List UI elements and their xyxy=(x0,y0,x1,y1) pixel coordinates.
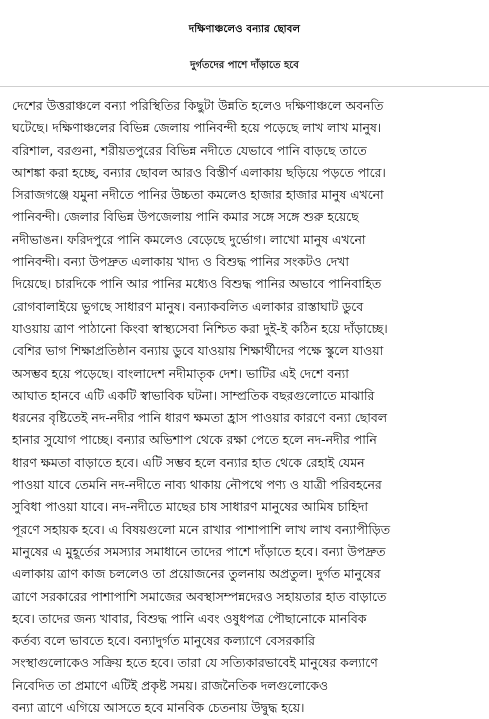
body-line: নদীভাঙন। ফরিদপুরে পানি কমলেও বেড়েছে দুর্ভোগ। লাখো মানুষ এখনো xyxy=(12,231,366,247)
body-line: নিবেদিত তা প্রমাণে এটিই প্রকৃষ্ট সময়। রাজনৈতিক দলগুলোকেও xyxy=(12,677,329,693)
subheadline: দুর্গতদের পাশে দাঁড়াতে হবে xyxy=(190,60,299,71)
body-line: ঘটেছে। দক্ষিণাঞ্চলের বিভিন্ন জেলায় পানিবন্দী হয়ে পড়েছে লাখ লাখ মানুষ। xyxy=(12,120,382,136)
body-line: মানুষের এ মুহূর্তের সমস্যার সমাধানে তাদের পাশে দাঁড়াতে হবে। বন্যা উপদ্রুত xyxy=(12,543,386,559)
divider xyxy=(0,86,489,87)
body-line: বেশির ভাগ শিক্ষাপ্রতিষ্ঠান বন্যায় ডুবে যাওয়ায় শিক্ষার্থীদের পক্ষে স্কুলে যাওয়া xyxy=(12,343,384,359)
body-line: হানার সুযোগ পাচ্ছে। বন্যার অভিশাপ থেকে রক্ষা পেতে হলে নদ-নদীর পানি xyxy=(12,432,377,448)
body-line: পূরণে সহায়ক হবে। এ বিষয়গুলো মনে রাখার পাশাপাশি লাখ লাখ বন্যাপীড়িত xyxy=(12,521,391,537)
body-line: বরিশাল, বরগুনা, শরীয়তপুরের বিভিন্ন নদীতে যেভাবে পানি বাড়ছে তাতে xyxy=(12,142,367,158)
article-body xyxy=(0,95,489,719)
headline: দক্ষিণাঞ্চলেও বন্যার ছোবল xyxy=(188,24,301,35)
body-line: যাওয়ায় ত্রাণ পাঠানো কিংবা স্বাস্থ্যসেবা নিশ্চিত করা দুই-ই কঠিন হয়ে দাঁড়াচ্ছে। xyxy=(12,320,388,336)
body-line: রোগবালাইয়ে ভুগছে সাধারণ মানুষ। বন্যাকবলিত এলাকার রাস্তাঘাট ডুবে xyxy=(12,298,364,314)
body-line: সুবিধা পাওয়া যাবে। নদ-নদীতে মাছের চাষ সাধারণ মানুষের আমিষ চাহিদা xyxy=(12,499,368,515)
body-line: দিয়েছে। চারদিকে পানি আর পানির মধ্যেও বিশুদ্ধ পানির অভাবে পানিবাহিত xyxy=(12,276,382,292)
body-line: ধারণ ক্ষমতা বাড়াতে হবে। এটি সম্ভব হলে বন্যার হাত থেকে রেহাই যেমন xyxy=(12,454,365,470)
body-line: কর্তব্য বলে ভাবতে হবে। বন্যাদুর্গত মানুষের কল্যাণে বেসরকারি xyxy=(12,633,315,649)
body-line: ত্রাণে সরকারের পাশাপাশি সমাজের অবস্থাসম্পন্নদেরও সহায়তার হাত বাড়াতে xyxy=(12,588,387,604)
body-line: এলাকায় ত্রাণ কাজ চললেও তা প্রয়োজনের তুলনায় অপ্রতুল। দুর্গত মানুষের xyxy=(12,566,381,582)
body-line: সংস্থাগুলোকেও সক্রিয় হতে হবে। তারা যে সত্যিকারভাবেই মানুষের কল্যাণে xyxy=(12,655,378,671)
body-line: অসম্ভব হয়ে পড়েছে। বাংলাদেশ নদীমাতৃক দেশ। ভাটির এই দেশে বন্যা xyxy=(12,365,349,381)
body-line: পানিবন্দী। জেলার বিভিন্ন উপজেলায় পানি কমার সঙ্গে সঙ্গে শুরু হয়েছে xyxy=(12,209,359,225)
body-line: সিরাজগঞ্জে যমুনা নদীতে পানির উচ্চতা কমলেও হাজার হাজার মানুষ এখনো xyxy=(12,187,384,203)
body-line: পাওয়া যাবে তেমনি নদ-নদীতে নাব্য থাকায় নৌপথে পণ্য ও যাত্রী পরিবহনের xyxy=(12,477,382,493)
body-line: আশঙ্কা করা হচ্ছে, বন্যার ছোবল আরও বিস্তীর্ণ এলাকায় ছড়িয়ে পড়তে পারে। xyxy=(12,164,386,180)
body-line: ধরনের বৃষ্টিতেই নদ-নদীর পানি ধারণ ক্ষমতা হ্রাস পাওয়ার কারণে বন্যা ছোবল xyxy=(12,410,388,426)
body-line: পানিবন্দী। বন্যা উপদ্রুত এলাকায় খাদ্য ও বিশুদ্ধ পানির সংকটও দেখা xyxy=(12,254,349,270)
body-line: হবে। তাদের জন্য খাবার, বিশুদ্ধ পানি এবং ওষুধপত্র পৌছানোকে মানবিক xyxy=(12,610,367,626)
body-line: দেশের উত্তরাঞ্চলে বন্যা পরিস্থিতির কিছুটা উন্নতি হলেও দক্ষিণাঞ্চলে অবনতি xyxy=(12,98,384,113)
body-line: আঘাত হানবে এটি একটি স্বাভাবিক ঘটনা। সাম্প্রতিক বছরগুলোতে মাঝারি xyxy=(12,387,375,403)
body-line: বন্যা ত্রাণে এগিয়ে আসতে হবে মানবিক চেতনায় উদ্বুদ্ধ হয়ে। xyxy=(12,700,305,716)
